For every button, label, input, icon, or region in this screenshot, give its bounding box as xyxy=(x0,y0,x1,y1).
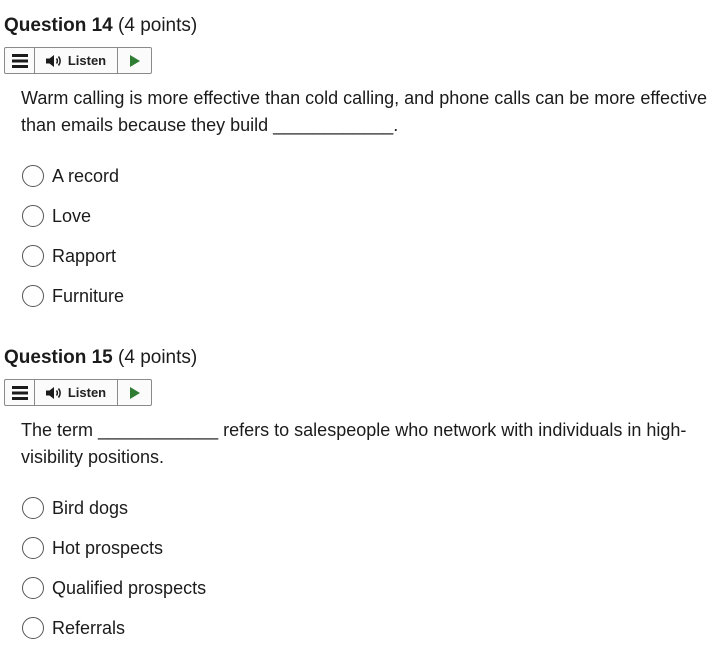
radio-button[interactable] xyxy=(22,205,44,227)
answer-options xyxy=(22,156,124,316)
radio-button[interactable] xyxy=(22,245,44,267)
option-label: Rapport xyxy=(52,246,117,266)
play-icon xyxy=(129,54,141,68)
play-icon xyxy=(129,386,141,400)
menu-icon xyxy=(12,54,28,68)
option-label: Furniture xyxy=(52,286,125,306)
question-title: Question 15 xyxy=(4,347,113,368)
listen-label: Listen xyxy=(67,53,107,68)
radio-button[interactable] xyxy=(22,285,44,307)
question-points: (4 points) xyxy=(118,15,198,36)
listen-toolbar xyxy=(4,47,152,74)
answer-option[interactable] xyxy=(22,236,124,276)
play-button[interactable] xyxy=(118,380,151,405)
speaker-icon xyxy=(46,386,63,400)
option-label: Bird dogs xyxy=(52,498,129,518)
listen-toolbar xyxy=(4,379,152,406)
answer-option[interactable] xyxy=(22,528,206,568)
answer-option[interactable] xyxy=(22,276,124,316)
speaker-icon xyxy=(46,54,63,68)
listen-button[interactable] xyxy=(35,380,118,405)
question-title: Question 14 xyxy=(4,15,113,36)
answer-option[interactable] xyxy=(22,608,206,648)
radio-button[interactable] xyxy=(22,165,44,187)
question-heading xyxy=(4,346,197,370)
answer-option[interactable] xyxy=(22,196,124,236)
answer-options xyxy=(22,488,206,648)
play-button[interactable] xyxy=(118,48,151,73)
menu-icon xyxy=(12,386,28,400)
option-label: A record xyxy=(52,166,120,186)
listen-button[interactable] xyxy=(35,48,118,73)
radio-button[interactable] xyxy=(22,577,44,599)
answer-option[interactable] xyxy=(22,568,206,608)
question-points: (4 points) xyxy=(118,347,198,368)
answer-option[interactable] xyxy=(22,488,206,528)
question-heading xyxy=(4,14,197,38)
option-label: Qualified prospects xyxy=(52,578,207,598)
radio-button[interactable] xyxy=(22,617,44,639)
question-text: The term ____________ refers to salespeople who network with individuals in high-visibility positions. xyxy=(21,420,687,467)
question-text: Warm calling is more effective than cold calling, and phone calls can be more effective than emails because they build ____________. xyxy=(21,88,708,135)
menu-button[interactable] xyxy=(5,380,35,405)
listen-label: Listen xyxy=(67,385,107,400)
menu-button[interactable] xyxy=(5,48,35,73)
radio-button[interactable] xyxy=(22,497,44,519)
option-label: Referrals xyxy=(52,618,126,638)
radio-button[interactable] xyxy=(22,537,44,559)
answer-option[interactable] xyxy=(22,156,124,196)
option-label: Love xyxy=(52,206,92,226)
option-label: Hot prospects xyxy=(52,538,164,558)
